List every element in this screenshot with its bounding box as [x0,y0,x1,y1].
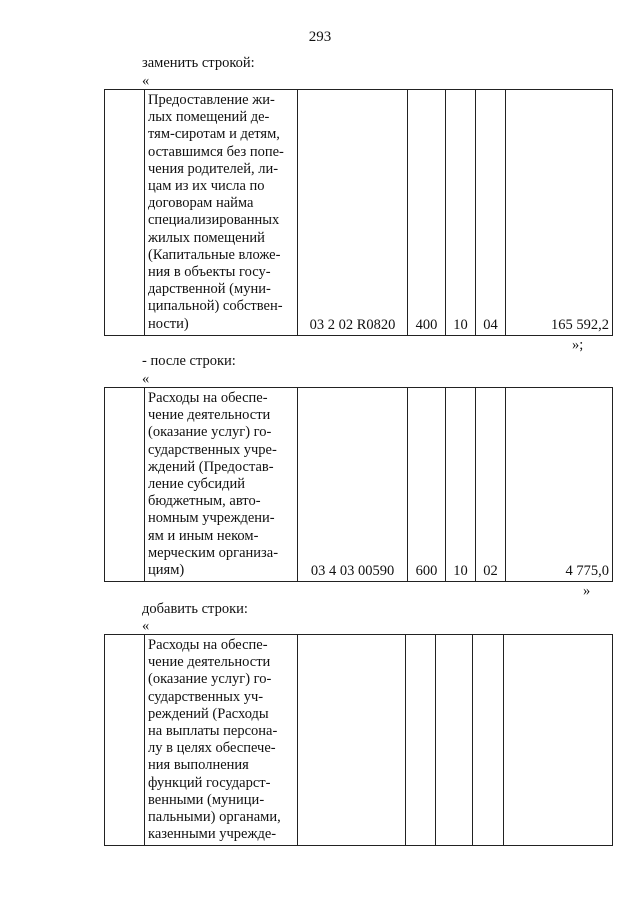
description-line: лых помещений де- [148,109,270,126]
description-line: казенными учрежде- [148,826,277,843]
section3-open-quote: « [142,618,150,634]
table-row [105,635,613,846]
amount: 4 775,0 [565,563,609,580]
description-line: сударственных уч- [148,688,264,705]
description-line: реждений (Расходы [148,705,269,722]
section3-intro: добавить строки: [142,601,248,617]
sum-cell [506,90,613,336]
description-text [148,92,294,333]
pr-cell [476,388,506,582]
section3-table [104,634,613,846]
description-line: Расходы на обеспе- [148,390,268,406]
description-text [148,390,294,579]
description-line: мерческим организа- [148,544,279,561]
section2-open-quote: « [142,371,150,387]
description-line: чение деятельности [148,407,271,424]
description-line: ям и иным неком- [148,527,259,544]
description-line: дарственной (муни- [148,281,271,298]
description-line: ния выполнения [148,757,249,774]
target-code: 03 2 02 R0820 [309,316,396,333]
description-line: номным учреждени- [148,510,275,527]
description-line: (оказание услуг) го- [148,424,272,441]
rz-cell [446,90,476,336]
rz-cell [446,388,476,582]
description-line: договорам найма [148,195,254,212]
description-line: циям) [148,562,185,579]
description-line: ния в объекты госу- [148,264,271,281]
target-code: 03 4 03 00590 [310,563,395,580]
description-line: специализированных [148,212,280,229]
description-line: оставшимся без попе- [148,143,284,160]
description-line: (оказание услуг) го- [148,671,272,688]
subsection-code: 02 [483,563,498,580]
description-line: чение деятельности [148,654,271,671]
vr-cell [408,388,446,582]
vr-cell [408,90,446,336]
sum-cell [504,635,613,846]
description-line: пальными) органами, [148,809,281,826]
description-line: на выплаты персона- [148,723,278,740]
description-line: (Капитальные вложе- [148,246,281,263]
description-line: сударственных учре- [148,441,277,458]
description-cell [145,635,298,846]
page-number: 293 [308,29,332,45]
rz-cell [436,635,473,846]
description-line: ждений (Предостав- [148,458,274,475]
empty-cell [105,388,145,582]
pr-cell [473,635,504,846]
description-line: тям-сиротам и детям, [148,126,280,143]
description-line: ности) [148,315,189,332]
sum-cell [506,388,613,582]
description-line: функций государст- [148,774,271,791]
amount: 165 592,2 [551,316,609,333]
description-cell [145,90,298,336]
section2-table [104,387,613,582]
expense-type: 400 [415,316,438,333]
table-row [105,388,613,582]
section2-close-quote: » [583,583,591,599]
description-line: цам из их числа по [148,178,265,195]
subsection-code: 04 [483,316,498,333]
code-cell [298,635,406,846]
description-line: ципальной) собствен- [148,298,283,315]
vr-cell [406,635,436,846]
description-line: Расходы на обеспе- [148,637,268,653]
section-code: 10 [453,316,468,333]
empty-cell [105,90,145,336]
section1-table [104,89,613,336]
code-cell [298,388,408,582]
section-code: 10 [453,563,468,580]
description-line: ление субсидий [148,476,246,493]
description-cell [145,388,298,582]
section1-open-quote: « [142,73,150,89]
table-row [105,90,613,336]
description-line: жилых помещений [148,229,265,246]
empty-cell [105,635,145,846]
description-line: чения родителей, ли- [148,160,279,177]
section2-intro: - после строки: [142,353,236,369]
expense-type: 600 [415,563,438,580]
description-line: Предоставление жи- [148,92,275,108]
section1-close-quote: »; [572,337,584,353]
section1-intro: заменить строкой: [142,55,255,71]
pr-cell [476,90,506,336]
description-line: лу в целях обеспече- [148,740,276,757]
code-cell [298,90,408,336]
description-line: бюджетным, авто- [148,493,261,510]
description-line: венными (муници- [148,791,265,808]
description-text [148,637,294,843]
